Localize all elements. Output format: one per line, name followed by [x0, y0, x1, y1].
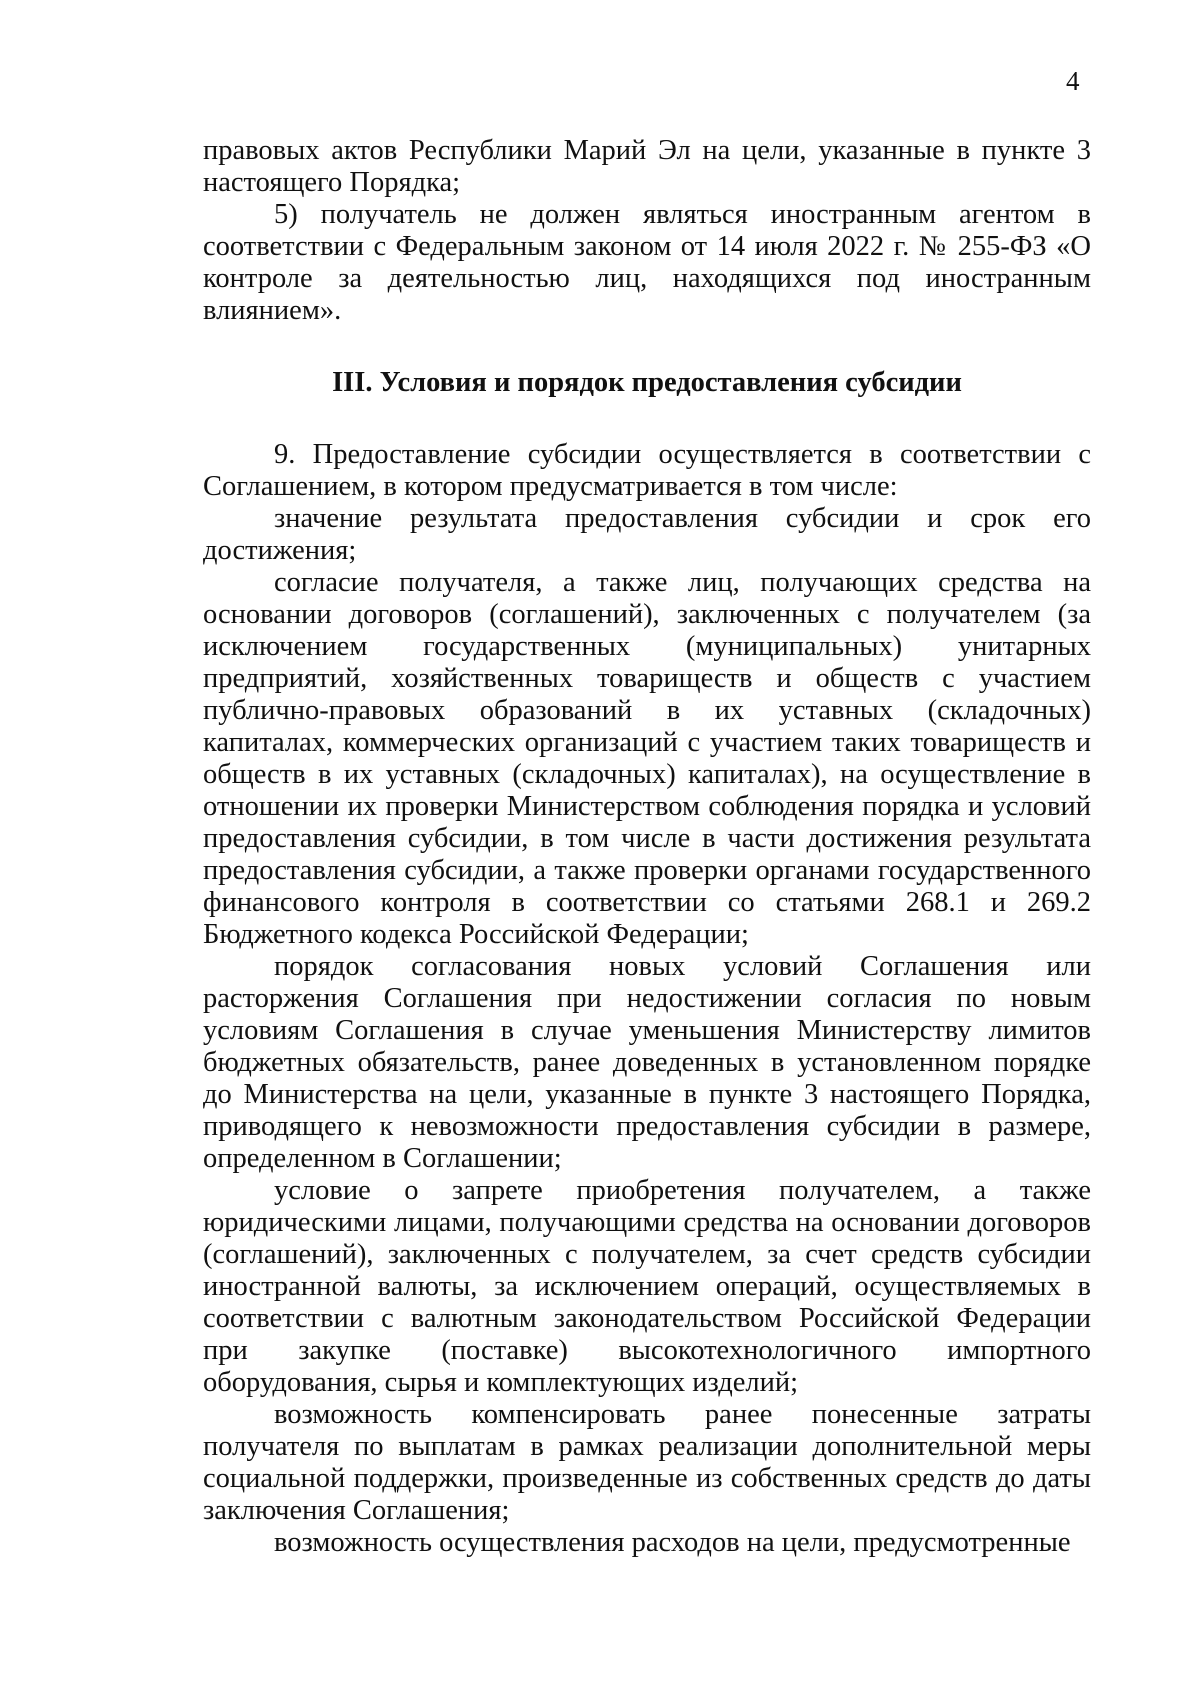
paragraph-expenses: возможность осуществления расходов на цели, предусмотренные	[274, 1527, 1071, 1558]
paragraph-compensation: возможность компенсировать ранее понесенные затраты получателя по выплатам в рамках реализации дополнительной меры социальной поддержки, произведенные из собственных средств до даты заключения Соглашения;	[203, 1399, 1091, 1526]
paragraph-new-conditions: порядок согласования новых условий Соглашения или расторжения Соглашения при недостижении согласия по новым условиям Соглашения в случае уменьшения Министерству лимитов бюджетных обязательств, ранее доведенных в установленном порядке до Министерства на цели, указанные в пункте 3 настоящего Порядка, приводящего к невозможности предоставления субсидии в размере, определенном в Соглашении;	[203, 951, 1091, 1174]
paragraph-item-9: 9. Предоставление субсидии осуществляется в соответствии с Соглашением, в котором предусматривается в том числе:	[203, 439, 1091, 502]
document-body	[203, 135, 1091, 1559]
paragraph-item-5: 5) получатель не должен являться иностранным агентом в соответствии с Федеральным законом от 14 июля 2022 г. № 255-ФЗ «О контроле за деятельностью лиц, находящихся под иностранным влиянием».	[203, 199, 1091, 326]
section-heading: III. Условия и порядок предоставления субсидии	[332, 367, 962, 398]
paragraph-currency-ban: условие о запрете приобретения получателем, а также юридическими лицами, получающими средства на основании договоров (соглашений), заключенных с получателем, за счет средств субсидии иностранной валюты, за исключением операций, осуществляемых в соответствии с валютным законодательством Российской Федерации при закупке (поставке) высокотехнологичного импортного оборудования, сырья и комплектующих изделий;	[203, 1175, 1091, 1398]
paragraph-continuation: правовых актов Республики Марий Эл на цели, указанные в пункте 3 настоящего Порядка;	[203, 135, 1091, 198]
paragraph-consent: согласие получателя, а также лиц, получающих средства на основании договоров (соглашений), заключенных с получателем (за исключением государственных (муниципальных) унитарных предприятий, хозяйственных товариществ и обществ с участием публично-правовых образований в их уставных (складочных) капиталах, коммерческих организаций с участием таких товариществ и обществ в их уставных (складочных) капиталах), на осуществление в отношении их проверки Министерством соблюдения порядка и условий предоставления субсидии, в том числе в части достижения результата предоставления субсидии, а также проверки органами государственного финансового контроля в соответствии со статьями 268.1 и 269.2 Бюджетного кодекса Российской Федерации;	[203, 567, 1091, 950]
paragraph-result-value: значение результата предоставления субсидии и срок его достижения;	[203, 503, 1091, 566]
page-number: 4	[1066, 66, 1080, 96]
